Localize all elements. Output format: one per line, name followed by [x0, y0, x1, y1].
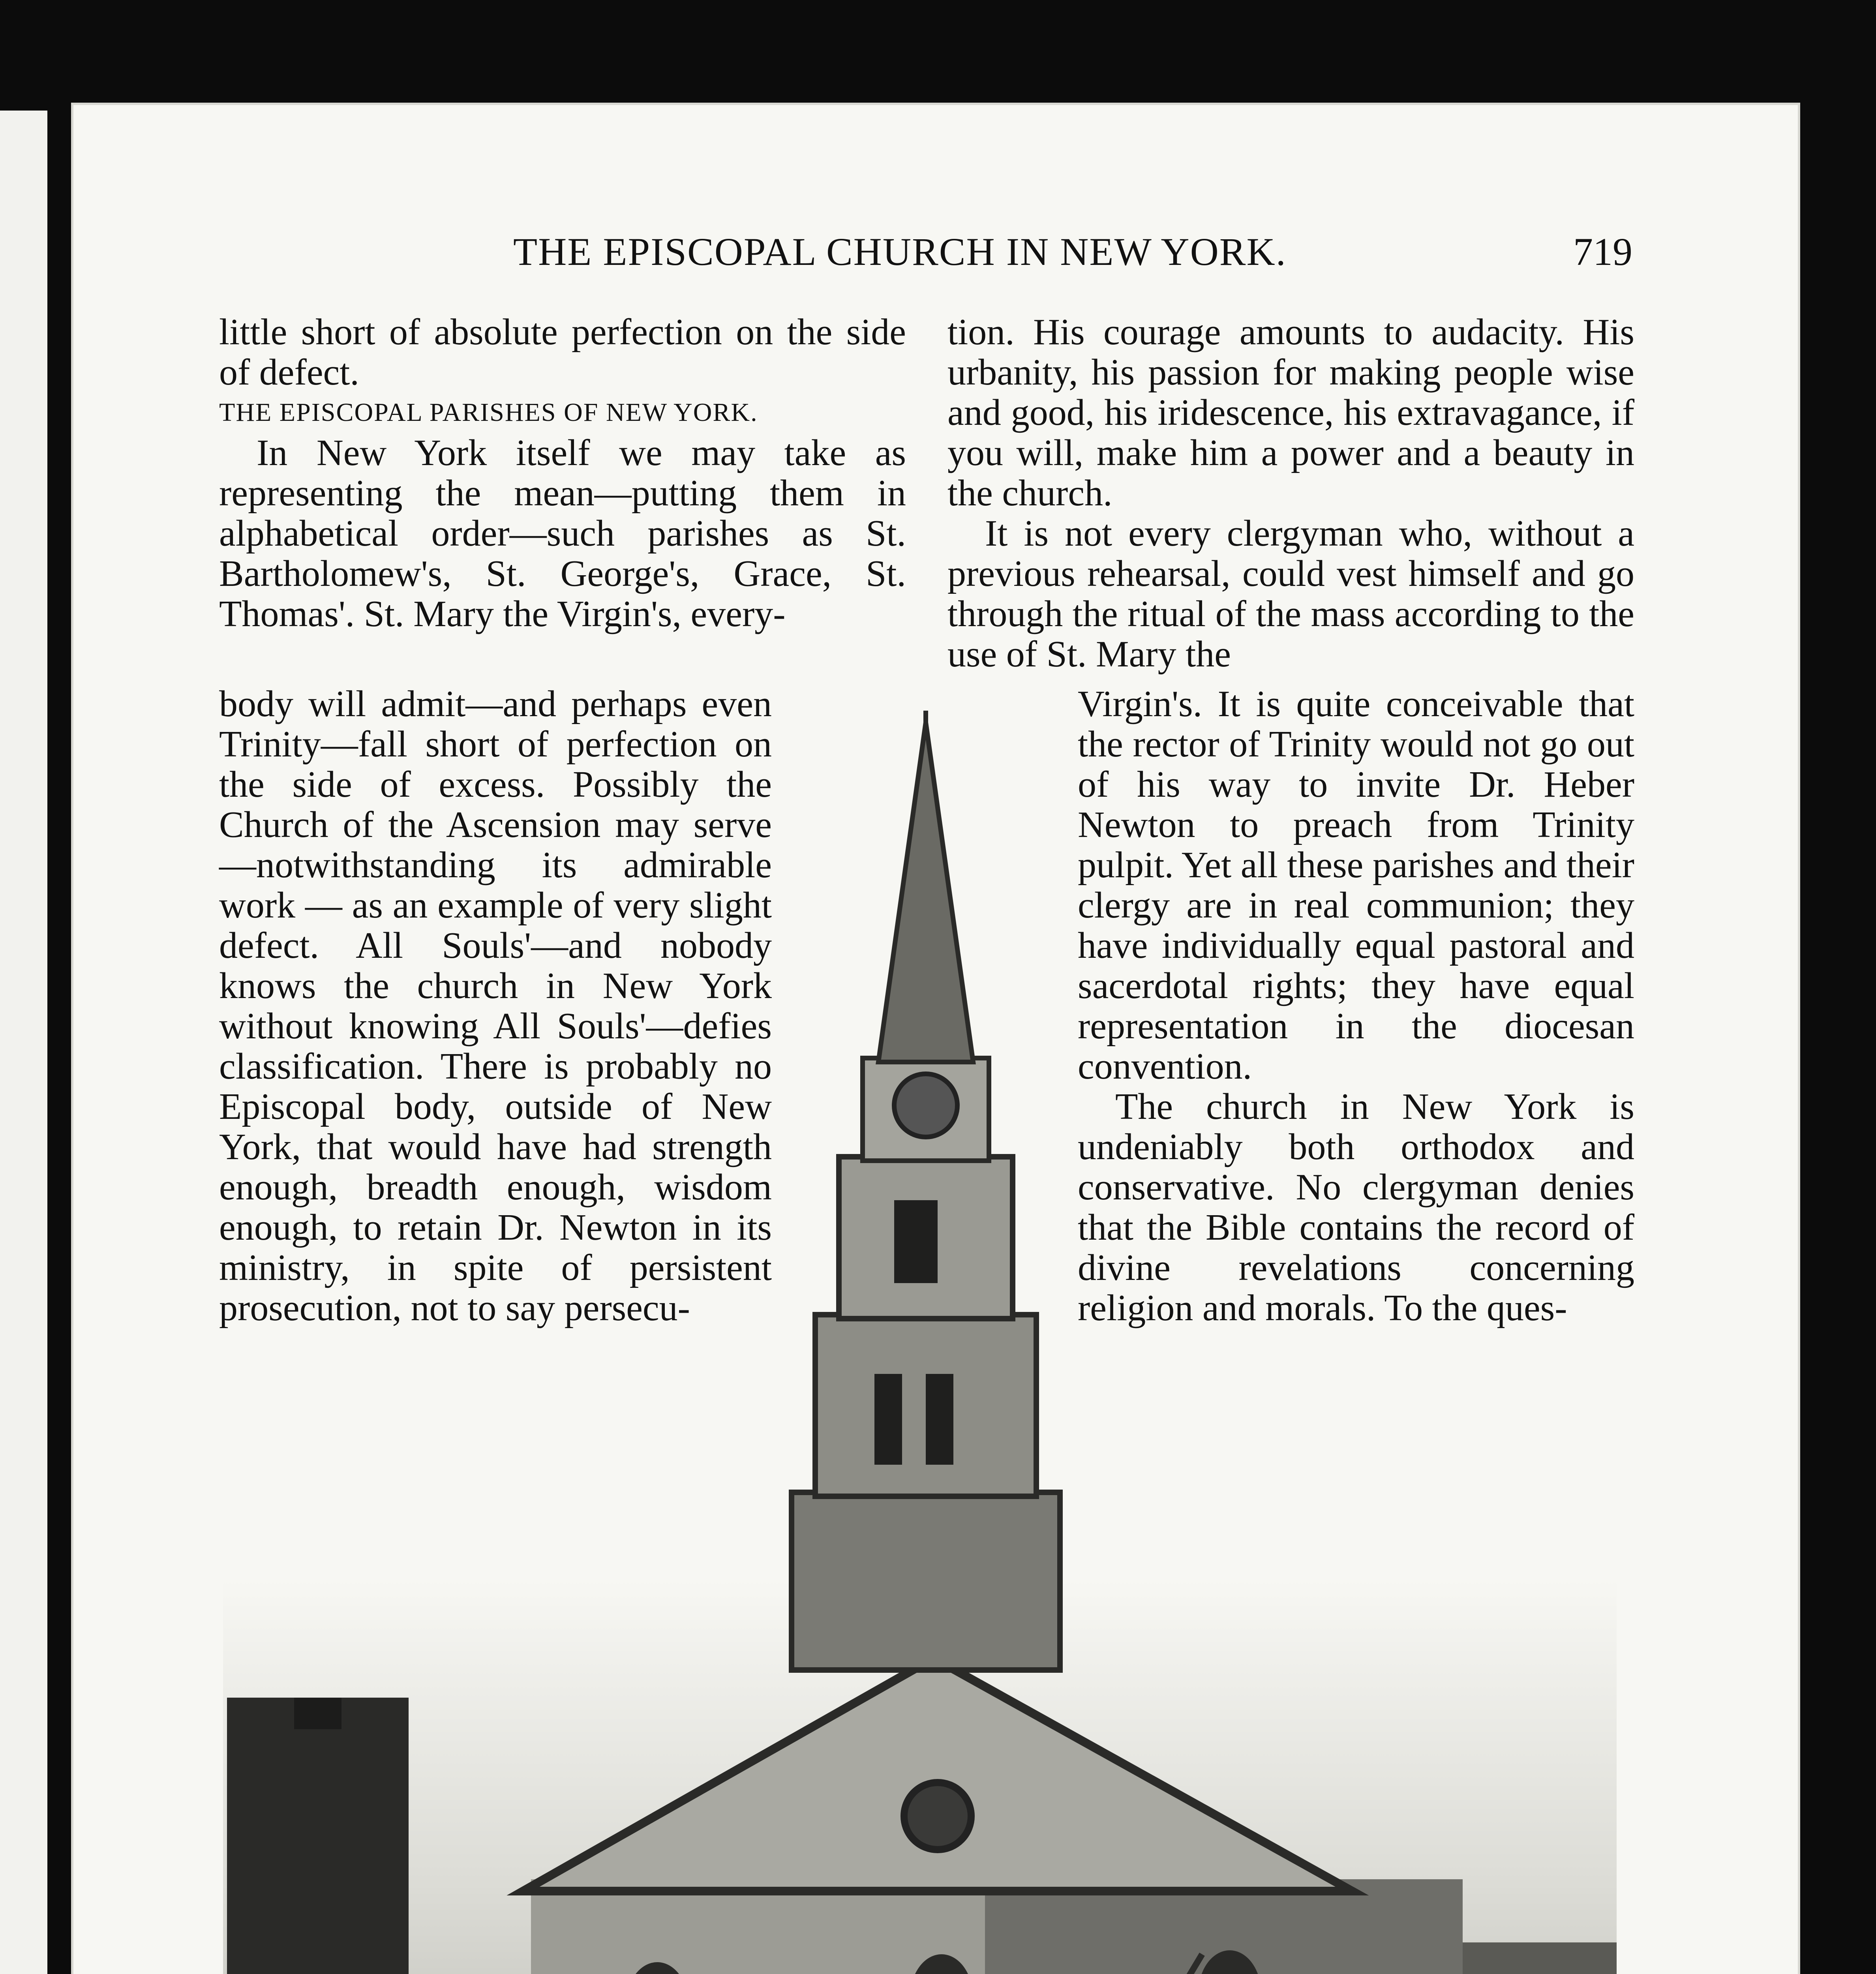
left-paragraph-2b: body will admit—and perhaps even Trinity—fall short of perfection on the side of excess. Possibly the Church of the Ascension may serve—notwithstanding its admirable work — as an example of very slight defect. All Souls'—and nobody knows the church in New York without knowing All Souls'—defies classification. There is probably no Episcopal body, outside of New York, that would have had strength enough, breadth enough, wisdom enough, to retain Dr. Newton in its ministry, in spite of persistent prosecution, not to say persecu- — [219, 683, 772, 1329]
left-paragraph-2a: In New York itself we may take as representing the mean—putting them in alphabetical order—such parishes as St. Bartholomew's, St. George's, Grace, St. Thomas'. St. Mary the Virgin's, every- — [219, 432, 906, 634]
facing-page-edge — [0, 111, 47, 1974]
right-paragraph-1: tion. His courage amounts to audacity. His urbanity, his passion for making people wise and good, his iridescence, his extravagance, if you will, make him a power and a beauty in the church. — [947, 311, 1634, 514]
page-number: 719 — [1573, 230, 1632, 274]
tower-base — [792, 1492, 1060, 1670]
left-building — [227, 1698, 409, 1974]
right-annex — [1455, 1942, 1617, 1974]
right-paragraph-2a: It is not every clergyman who, without a previous rehearsal, could vest himself and go through the ritual of the mass according to the use of St. Mary the — [947, 513, 1634, 675]
right-column-top — [947, 312, 1634, 674]
left-column-top — [219, 312, 906, 634]
oculus-window — [904, 1783, 971, 1850]
left-paragraph-1: little short of absolute perfection on the side of defect. — [219, 311, 906, 393]
clock-face — [894, 1074, 957, 1137]
running-head: THE EPISCOPAL CHURCH IN NEW YORK. — [513, 230, 1287, 274]
church-photograph — [223, 711, 1617, 1974]
right-paragraph-2b: Virgin's. It is quite conceivable that the rector of Trinity would not go out of his way to invite Dr. Heber Newton to preach from Trinity pulpit. Yet all these parishes and their clergy are in real communion; they have individually equal pastoral and sacerdotal rights; they have equal representation in the diocesan convention. — [1078, 683, 1634, 1087]
section-subheading: THE EPISCOPAL PARISHES OF NEW YORK. — [219, 398, 758, 427]
spire — [878, 722, 973, 1062]
right-paragraph-3: The church in New York is undeniably both orthodox and conservative. No clergyman denies that the Bible contains the record of divine revelations concerning religion and morals. To the ques- — [1078, 1086, 1634, 1329]
